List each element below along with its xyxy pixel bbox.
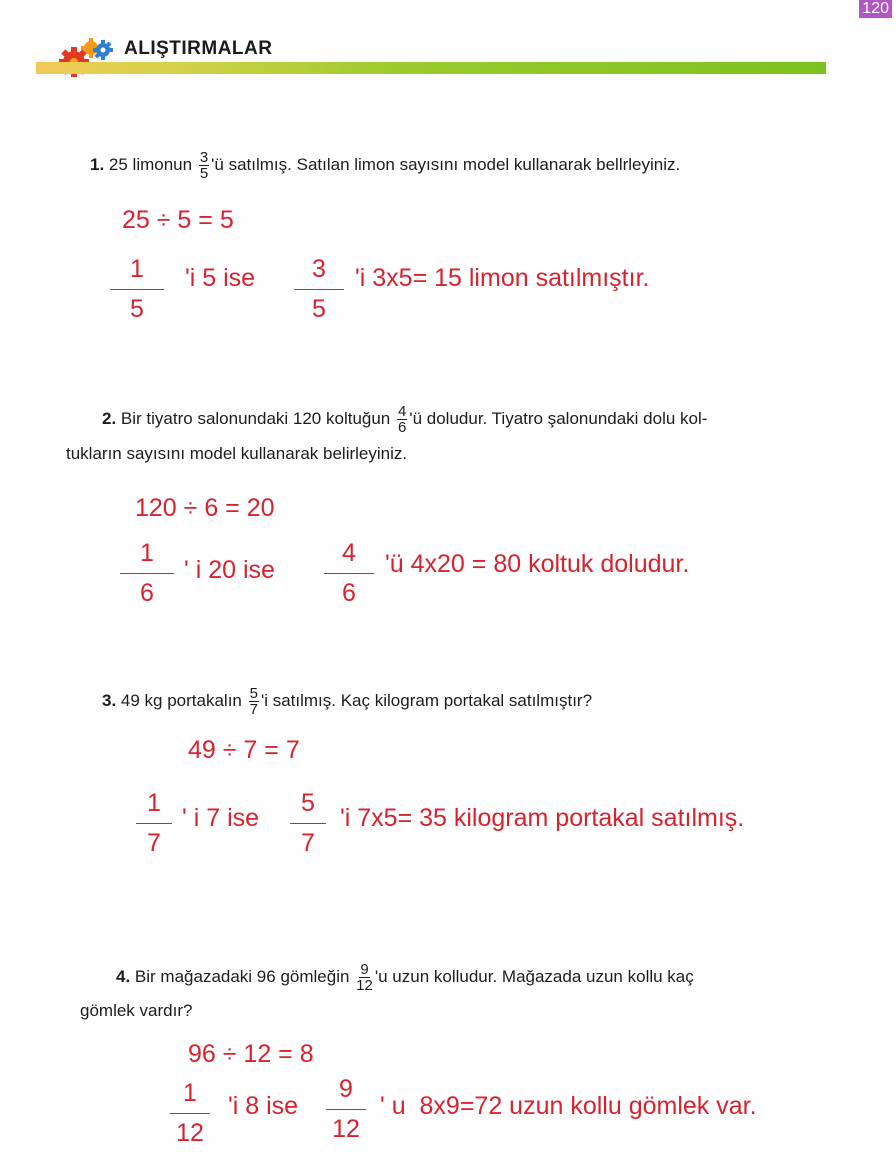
answer-division: 25 ÷ 5 = 5 bbox=[122, 206, 234, 234]
answer-division: 49 ÷ 7 = 7 bbox=[188, 736, 300, 764]
answer-result: 'i 3x5= 15 limon satılmıştır. bbox=[355, 264, 650, 292]
question-text: 25 limonun bbox=[108, 154, 193, 174]
fraction-numerator: 1 bbox=[147, 789, 161, 817]
question-fraction bbox=[249, 686, 259, 717]
answer-text: ' i 7 ise bbox=[182, 804, 260, 832]
fraction-denominator: 5 bbox=[312, 295, 326, 323]
answer-fraction bbox=[326, 1074, 366, 1144]
fraction-denominator: 7 bbox=[147, 829, 161, 857]
answer-division: 96 ÷ 12 = 8 bbox=[188, 1040, 314, 1068]
fraction-numerator: 5 bbox=[249, 685, 258, 702]
answer-fraction bbox=[110, 254, 164, 324]
answer-result: 'ü 4x20 = 80 koltuk doludur. bbox=[385, 550, 690, 578]
answer-fraction bbox=[294, 254, 344, 324]
fraction-numerator: 3 bbox=[312, 255, 326, 283]
question-text: 'u uzun kolludur. Mağazada uzun kollu kaç bbox=[374, 966, 694, 986]
fraction-denominator: 7 bbox=[301, 829, 315, 857]
question-text: 'i satılmış. Kaç kilogram portakal satılmıştır? bbox=[260, 690, 593, 710]
answer-fraction bbox=[170, 1078, 210, 1148]
fraction-numerator: 4 bbox=[398, 403, 407, 420]
fraction-numerator: 9 bbox=[339, 1075, 353, 1103]
fraction-numerator: 1 bbox=[140, 539, 154, 567]
question-text: 49 kg portakalın bbox=[120, 690, 242, 710]
question-2 bbox=[102, 404, 707, 435]
fraction-denominator: 6 bbox=[140, 579, 154, 607]
fraction-denominator: 6 bbox=[342, 579, 356, 607]
answer-fraction bbox=[324, 538, 374, 608]
fraction-denominator: 6 bbox=[398, 419, 407, 436]
question-fraction bbox=[397, 404, 407, 435]
answer-fraction bbox=[136, 788, 172, 858]
question-1 bbox=[90, 150, 680, 181]
question-fraction bbox=[356, 962, 373, 993]
answer-fraction bbox=[290, 788, 326, 858]
answer-result: ' u 8x9=72 uzun kollu gömlek var. bbox=[380, 1092, 757, 1120]
question-number: 3. bbox=[102, 690, 117, 710]
question-text-line2: gömlek vardır? bbox=[80, 1001, 193, 1020]
fraction-denominator: 5 bbox=[199, 165, 209, 182]
question-text: 'ü doludur. Tiyatro şalonundaki dolu kol- bbox=[409, 408, 708, 428]
answer-text: 'i 8 ise bbox=[228, 1092, 299, 1120]
question-number: 2. bbox=[102, 408, 117, 428]
fraction-numerator: 5 bbox=[301, 789, 315, 817]
fraction-numerator: 9 bbox=[360, 961, 369, 978]
question-text: Bir tiyatro salonundaki 120 koltuğun bbox=[120, 408, 391, 428]
fraction-numerator: 4 bbox=[342, 539, 356, 567]
question-number: 1. bbox=[90, 154, 105, 174]
question-number: 4. bbox=[116, 966, 131, 986]
answer-text: 'i 5 ise bbox=[185, 264, 256, 292]
page-title: ALIŞTIRMALAR bbox=[124, 38, 273, 59]
question-text: Bir mağazadaki 96 gömleğin bbox=[134, 966, 350, 986]
question-4 bbox=[116, 962, 694, 993]
fraction-denominator: 12 bbox=[176, 1119, 204, 1147]
fraction-denominator: 12 bbox=[356, 977, 373, 994]
fraction-numerator: 1 bbox=[183, 1079, 197, 1107]
question-fraction bbox=[199, 150, 209, 181]
answer-text: ' i 20 ise bbox=[184, 556, 275, 584]
fraction-numerator: 3 bbox=[199, 149, 209, 166]
question-text: 'ü satılmış. Satılan limon sayısını model kullanarak bellrleyiniz. bbox=[211, 154, 681, 174]
fraction-numerator: 1 bbox=[130, 255, 144, 283]
answer-division: 120 ÷ 6 = 20 bbox=[135, 494, 275, 522]
fraction-denominator: 7 bbox=[249, 701, 258, 718]
page-number: 120 bbox=[859, 0, 892, 18]
question-text-line2: tukların sayısını model kullanarak belirleyiniz. bbox=[66, 444, 408, 463]
fraction-denominator: 12 bbox=[332, 1115, 360, 1143]
header-bar bbox=[36, 62, 826, 74]
answer-fraction bbox=[120, 538, 174, 608]
question-3 bbox=[102, 686, 592, 717]
answer-result: 'i 7x5= 35 kilogram portakal satılmış. bbox=[340, 804, 745, 832]
fraction-denominator: 5 bbox=[130, 295, 144, 323]
